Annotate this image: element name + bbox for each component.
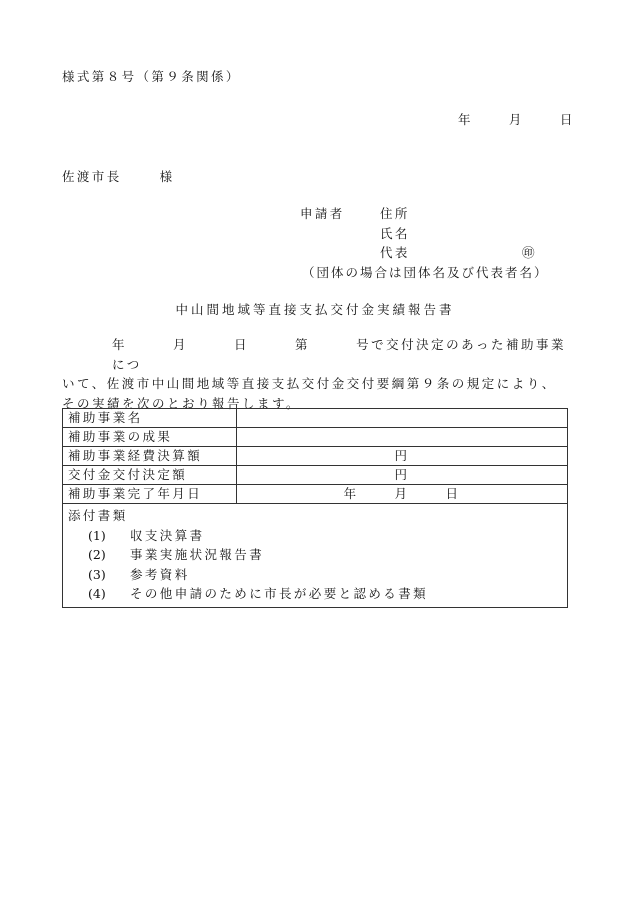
completion-year: 年 (343, 486, 359, 501)
attachment-item (68, 545, 561, 565)
attachment-item (68, 584, 561, 604)
table-row (63, 428, 568, 447)
row-value-completion-date[interactable] (237, 485, 568, 504)
report-table (62, 408, 568, 608)
row-label-decision-amount: 交付金交付決定額 (63, 466, 237, 485)
body-line-1 (62, 335, 576, 374)
attachment-num: (3) (88, 566, 106, 582)
body-month: 月 (173, 337, 189, 352)
table-row (63, 447, 568, 466)
submission-date (458, 110, 575, 128)
address-label: 住所 (380, 206, 410, 221)
applicant-label: 申請者 (300, 206, 345, 221)
attachments-heading: 添付書類 (68, 508, 128, 523)
table-row (63, 485, 568, 504)
attachment-item (68, 526, 561, 546)
document-title: 中山間地域等直接支払交付金実績報告書 (175, 302, 455, 317)
date-day: 日 (559, 112, 575, 127)
row-label-project-name: 補助事業名 (63, 409, 237, 428)
body-line-3: その実績を次のとおり報告します。 (62, 395, 302, 411)
row-value-results[interactable] (237, 428, 568, 447)
row-label-settlement-amount: 補助事業経費決算額 (63, 447, 237, 466)
body-text (62, 335, 576, 413)
body-line1-tail: 号で交付決定のあった補助事業につ (112, 337, 566, 372)
attachment-text: 事業実施状況報告書 (130, 547, 265, 562)
attachment-text: その他申請のために市長が必要と認める書類 (130, 586, 429, 601)
date-year: 年 (458, 112, 473, 127)
table-row (63, 409, 568, 428)
seal-mark: ㊞ (522, 245, 537, 260)
row-label-completion-date: 補助事業完了年月日 (63, 485, 237, 504)
body-dai: 第 (295, 337, 311, 352)
table-row (63, 466, 568, 485)
attachment-num: (2) (88, 547, 106, 562)
date-month: 月 (508, 112, 524, 127)
body-line-2: いて、佐渡市中山間地域等直接支払交付金交付要綱第９条の規定により、 (62, 376, 557, 391)
addressee-name: 佐渡市長 (62, 169, 122, 184)
row-value-project-name[interactable] (237, 409, 568, 428)
addressee (62, 167, 175, 185)
body-year: 年 (112, 337, 128, 352)
organization-note: （団体の場合は団体名及び代表者名） (302, 264, 549, 280)
addressee-honorific: 様 (159, 169, 175, 184)
row-label-results: 補助事業の成果 (63, 428, 237, 447)
attachment-num: (4) (88, 586, 106, 601)
attachments-cell (63, 504, 568, 608)
table-row (63, 504, 568, 608)
body-day: 日 (234, 337, 250, 352)
attachment-text: 収支決算書 (130, 527, 205, 543)
representative-label: 代表 (380, 245, 410, 260)
form-number: 様式第８号（第９条関係） (62, 69, 241, 84)
name-label: 氏名 (380, 225, 410, 241)
row-value-settlement-amount[interactable]: 円 (237, 447, 568, 466)
completion-day: 日 (445, 486, 461, 501)
attachment-text: 参考資料 (130, 566, 190, 582)
completion-month: 月 (394, 486, 410, 501)
attachment-num: (1) (88, 527, 106, 543)
row-value-decision-amount[interactable]: 円 (237, 466, 568, 485)
attachment-item (68, 565, 561, 585)
